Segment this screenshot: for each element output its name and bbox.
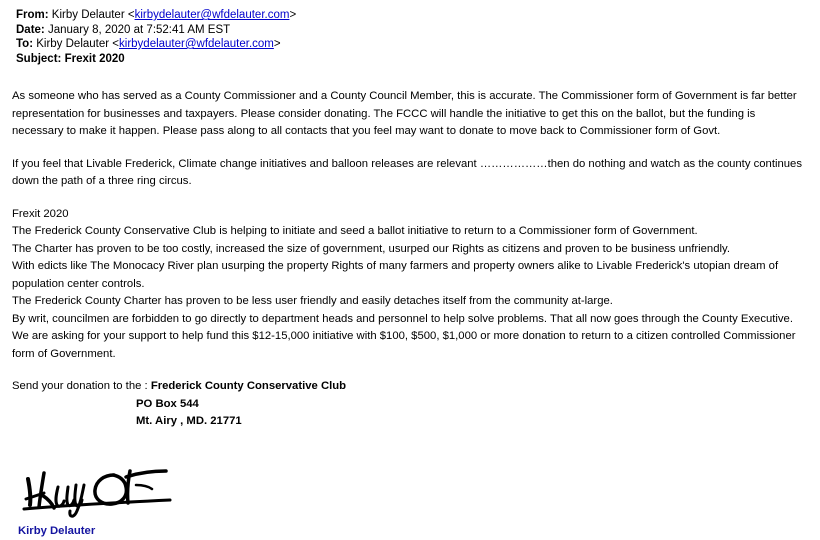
header-to-label: To: [16, 38, 33, 50]
header-date-row [16, 23, 804, 38]
header-subject-label: Subject: [16, 53, 61, 65]
header-date-label: Date: [16, 24, 45, 36]
header-from-row [16, 8, 804, 23]
handwritten-signature-image [18, 459, 198, 519]
header-from-name: Kirby Delauter < [52, 9, 135, 21]
frexit-line-3: With edicts like The Monocacy River plan usurping the property Rights of many farmers and property owners alike to Livable Frederick's utopian dream of population center controls. [12, 258, 804, 293]
donation-block [12, 378, 804, 431]
frexit-line-6: We are asking for your support to help fund this $12-15,000 initiative with $100, $500, $1,000 or more donation to return to a citizen controlled Commissioner form of Government. [12, 328, 804, 363]
email-body [12, 88, 804, 540]
to-email-link[interactable]: kirbydelauter@wfdelauter.com [119, 38, 274, 50]
header-to-name: Kirby Delauter < [36, 38, 119, 50]
frexit-line-4: The Frederick County Charter has proven to be less user friendly and easily detaches itself from the community at-large. [12, 293, 804, 311]
header-to-row [16, 37, 804, 52]
frexit-line-5: By writ, councilmen are forbidden to go directly to department heads and personnel to help solve problems. That all now goes through the County Executive. [12, 311, 804, 329]
header-from-tail: > [289, 9, 296, 21]
email-headers [16, 8, 804, 66]
frexit-heading: Frexit 2020 [12, 206, 804, 224]
frexit-line-1: The Frederick County Conservative Club is helping to initiate and seed a ballot initiative to return to a Commissioner form of Government. [12, 223, 804, 241]
header-to-tail: > [274, 38, 281, 50]
header-date-value: January 8, 2020 at 7:52:41 AM EST [48, 24, 230, 36]
signature-area [18, 459, 804, 523]
signoff-name: Kirby Delauter [18, 523, 804, 540]
donation-address-line-2: Mt. Airy , MD. 21771 [136, 413, 804, 431]
frexit-line-2: The Charter has proven to be too costly, increased the size of government, usurped our Rights as citizens and proven to be business unfriendly. [12, 241, 804, 259]
body-paragraph-1: As someone who has served as a County Commissioner and a County Council Member, this is accurate. The Commissioner form of Government is far better representation for businesses and taxpayers. Please consider donating. The FCCC will handle the initiative to get this on the ballot, but the funding is necessary to make it happen. Please pass along to all contacts that you feel may want to donate to move back to Commissioner form of Govt. [12, 88, 804, 141]
body-paragraph-2: If you feel that Livable Frederick, Climate change initiatives and balloon releases are relevant ………………then do nothing and watch as the county continues down the path of a three ring circus. [12, 156, 804, 191]
header-from-label: From: [16, 9, 49, 21]
donation-organization: Frederick County Conservative Club [151, 380, 346, 392]
header-subject-value: Frexit 2020 [65, 53, 125, 65]
donation-address-line-1: PO Box 544 [136, 396, 804, 414]
donation-intro-row [12, 378, 804, 396]
header-subject-row [16, 52, 804, 67]
donation-intro: Send your donation to the : [12, 380, 151, 392]
from-email-link[interactable]: kirbydelauter@wfdelauter.com [135, 9, 290, 21]
frexit-block [12, 206, 804, 364]
